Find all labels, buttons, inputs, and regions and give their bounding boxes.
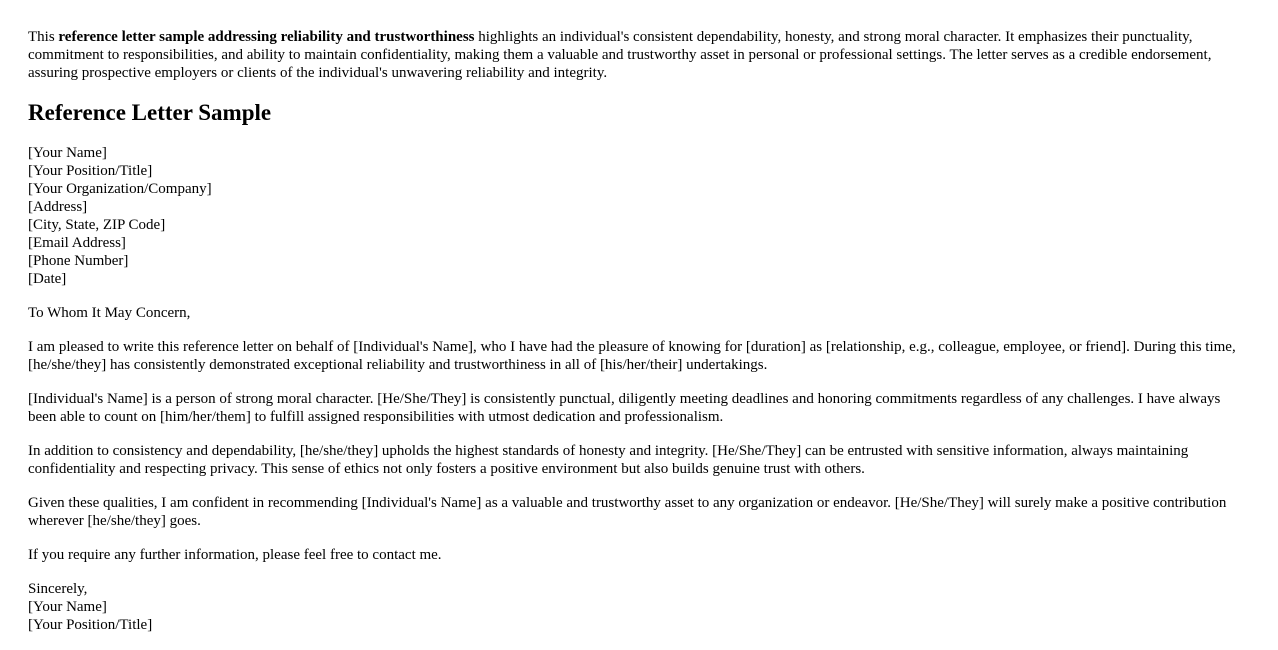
sender-name: [Your Name]: [28, 145, 107, 161]
intro-paragraph: [28, 28, 1238, 82]
sender-address: [Address]: [28, 199, 88, 215]
intro-rest: highlights an individual's consistent dependability, honesty, and strong moral character. It emphasizes their punctuality, commitment to responsibilities, and ability to maintain confidentiality, making them a valuable and trustworthy asset in personal or professional settings. The letter serves as a credible endorsement, assuring prospective employers or clients of the individual's unwavering reliability and integrity.: [28, 29, 1212, 81]
valediction: Sincerely,: [28, 581, 88, 597]
body-paragraph-5: If you require any further information, please feel free to contact me.: [28, 547, 442, 563]
signature-position: [Your Position/Title]: [28, 617, 153, 633]
document-page: [28, 28, 1238, 634]
sender-email: [Email Address]: [28, 235, 126, 251]
sender-phone: [Phone Number]: [28, 253, 129, 269]
sender-city-state-zip: [City, State, ZIP Code]: [28, 217, 166, 233]
intro-bold-phrase: reference letter sample addressing reliability and trustworthiness: [58, 29, 475, 45]
sender-position: [Your Position/Title]: [28, 163, 153, 179]
page-title: Reference Letter Sample: [28, 100, 272, 125]
letter-date: [Date]: [28, 271, 67, 287]
body-paragraph-1: I am pleased to write this reference letter on behalf of [Individual's Name], who I have had the pleasure of knowing for [duration] as [relationship, e.g., colleague, employee, or friend]. During this time, [he/she/they] has consistently demonstrated exceptional reliability and trustworthiness in all of [his/her/their] undertakings.: [28, 339, 1236, 373]
signature-name: [Your Name]: [28, 599, 107, 615]
sender-organization: [Your Organization/Company]: [28, 181, 212, 197]
sender-address-block: [28, 144, 1238, 288]
signature-block: [28, 580, 1238, 634]
body-paragraph-4: Given these qualities, I am confident in recommending [Individual's Name] as a valuable and trustworthy asset to any organization or endeavor. [He/She/They] will surely make a positive contribution wherever [he/she/they] goes.: [28, 495, 1227, 529]
body-paragraph-3: In addition to consistency and dependability, [he/she/they] upholds the highest standards of honesty and integrity. [He/She/They] can be entrusted with sensitive information, always maintaining confidentiality and respecting privacy. This sense of ethics not only fosters a positive environment but also builds genuine trust with others.: [28, 443, 1189, 477]
body-paragraph-2: [Individual's Name] is a person of strong moral character. [He/She/They] is consistently punctual, diligently meeting deadlines and honoring commitments regardless of any challenges. I have always been able to count on [him/her/them] to fulfill assigned responsibilities with utmost dedication and professionalism.: [28, 391, 1221, 425]
salutation: To Whom It May Concern,: [28, 305, 191, 321]
intro-lead: This: [28, 29, 59, 45]
